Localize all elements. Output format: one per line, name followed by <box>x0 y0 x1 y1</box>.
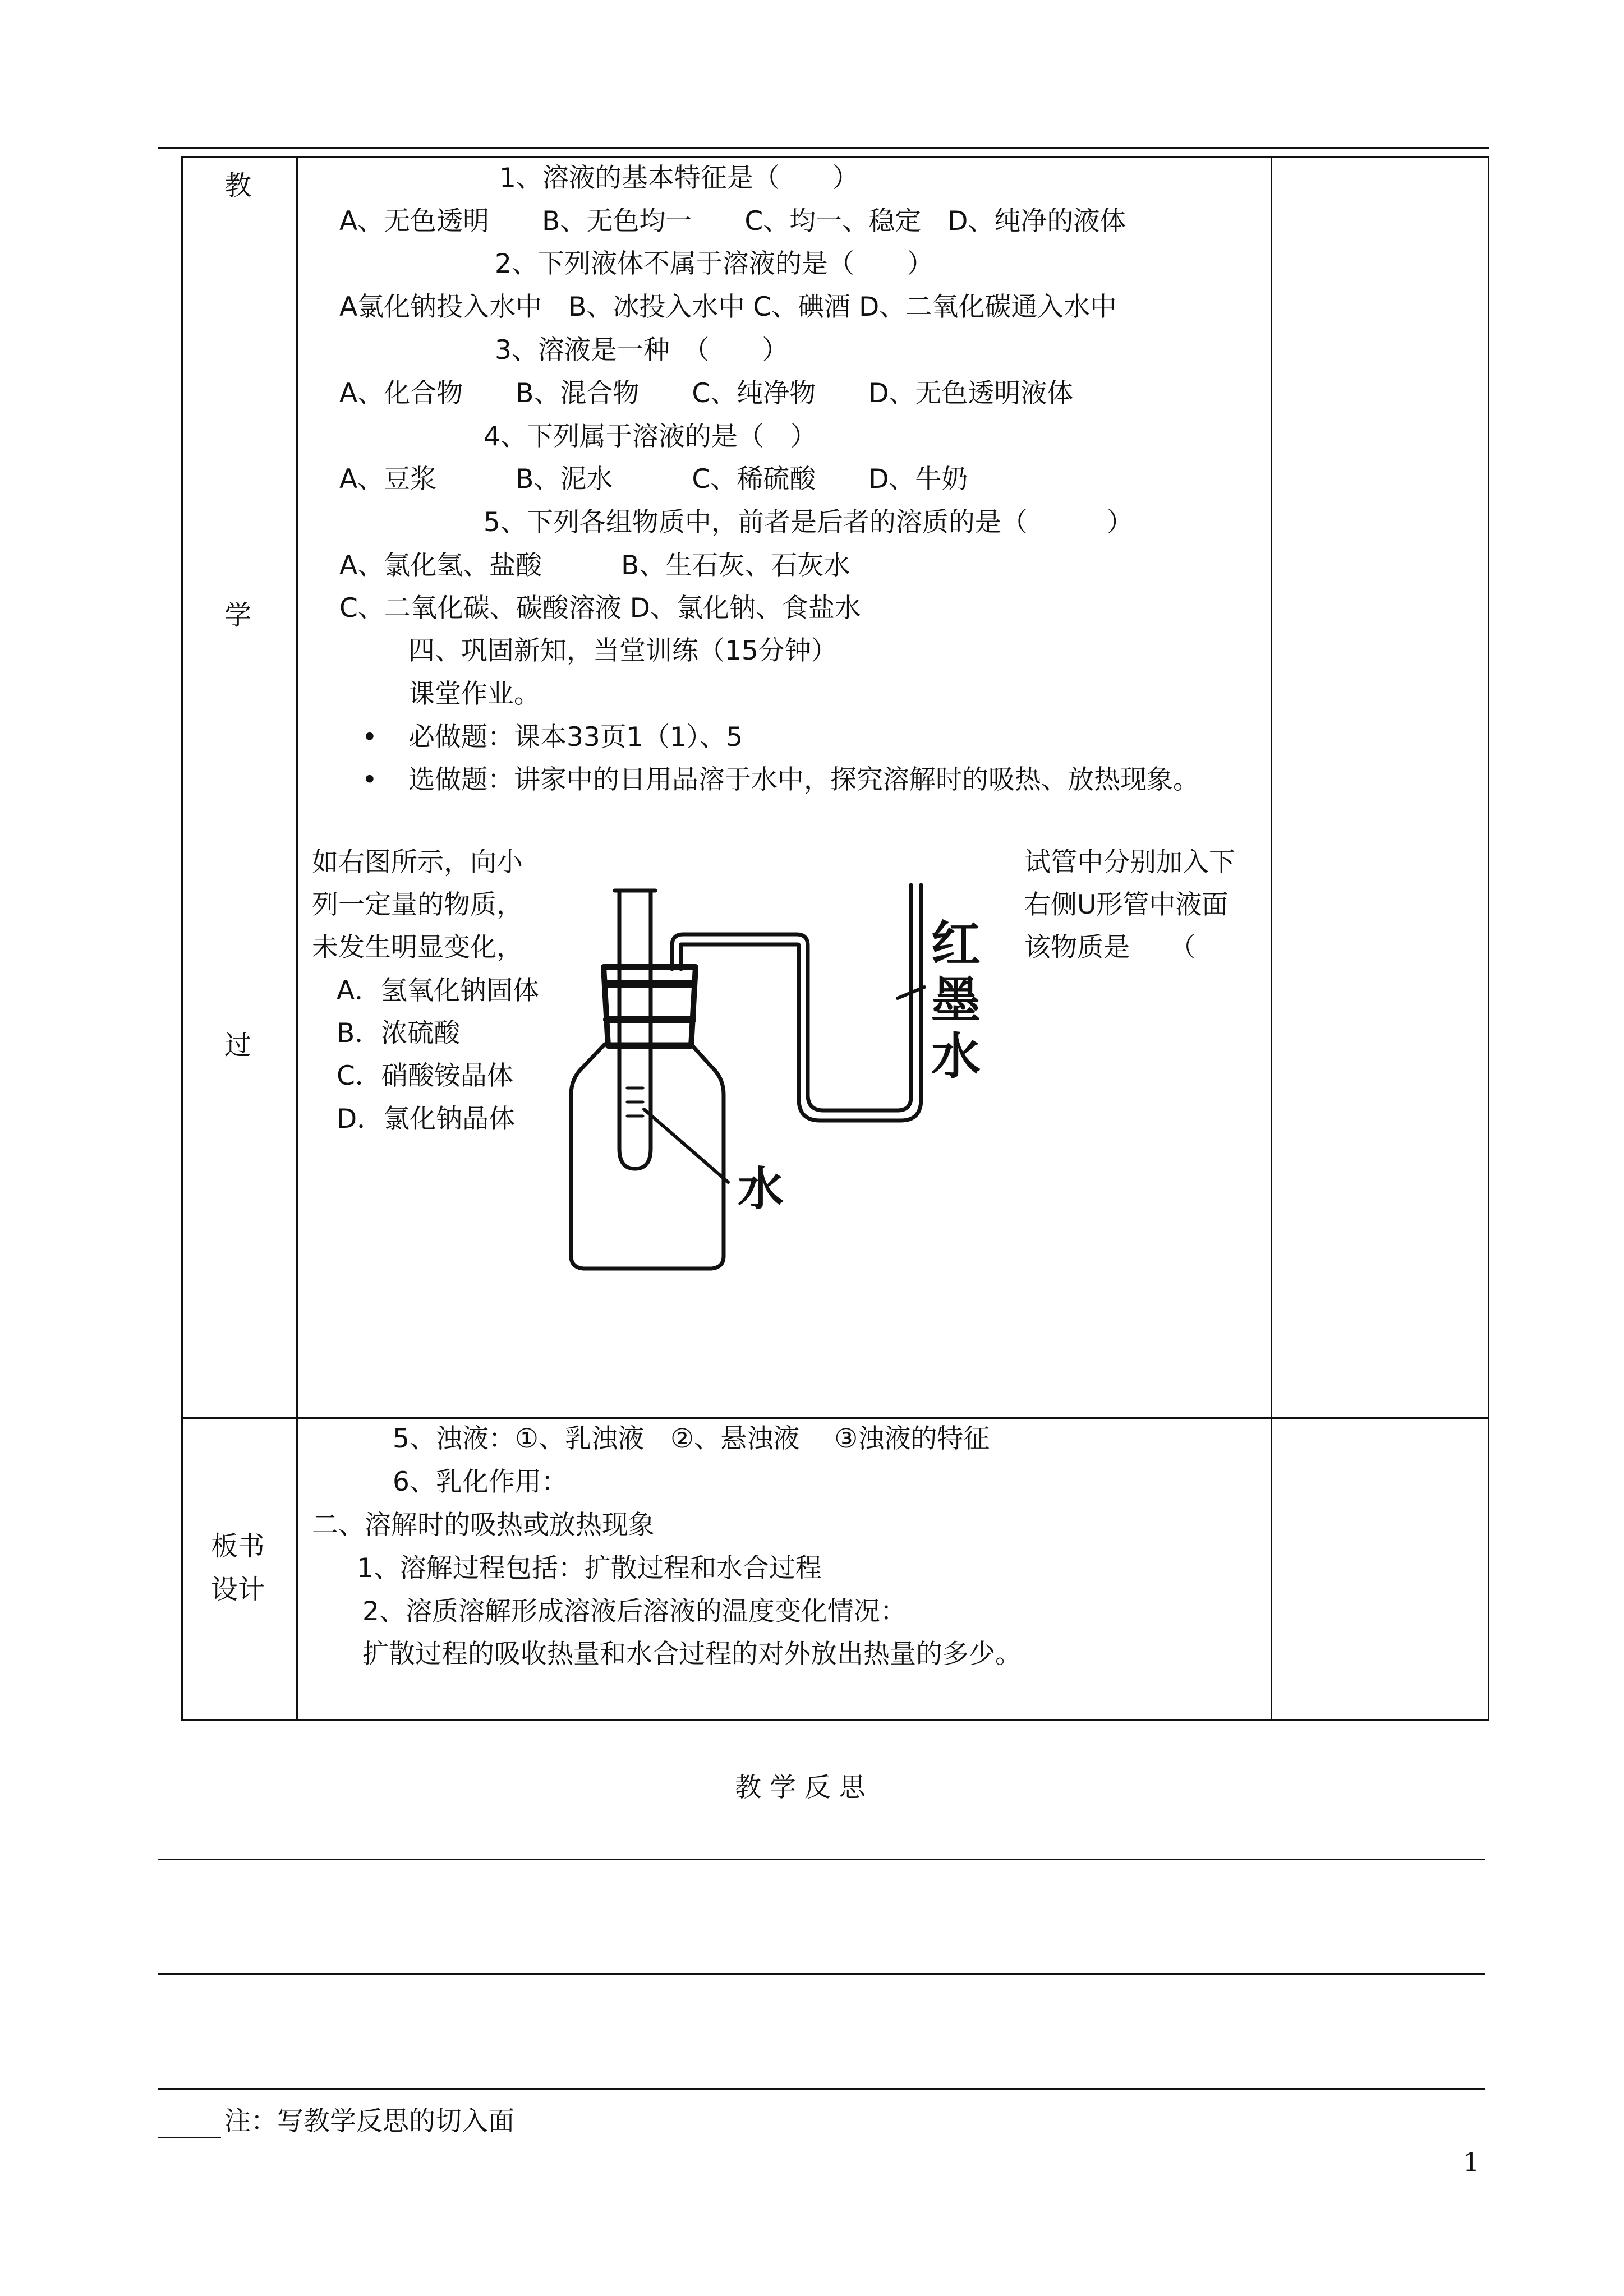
section-four-heading: 四、巩固新知，当堂训练（15分钟） <box>408 635 838 666</box>
required-homework: 必做题：课本33页1（1）、5 <box>408 722 743 753</box>
question-2-options: A氯化钠投入水中 B、冰投入水中 C、碘酒 D、二氧化碳通入水中 <box>339 292 1117 322</box>
question-5-options-ab: A、氯化氢、盐酸 B、生石灰、石灰水 <box>339 550 850 581</box>
question-1: 1、溶液的基本特征是（ ） <box>499 163 859 193</box>
option-c: C．硝酸铵晶体 <box>337 1061 513 1091</box>
question-left-2: 列一定量的物质， <box>312 889 523 920</box>
bullet-1: • <box>362 722 378 753</box>
note-blank <box>158 2137 221 2138</box>
option-d: D．氯化钠晶体 <box>337 1104 516 1135</box>
board-line-4: 1、溶解过程包括：扩散过程和水合过程 <box>357 1553 822 1584</box>
board-line-1: 5、浊液：①、乳浊液 ②、悬浊液 ③浊液的特征 <box>393 1423 990 1454</box>
apparatus-figure <box>561 875 1010 1279</box>
option-a: A．氢氧化钠固体 <box>337 975 540 1006</box>
reflection-line-1 <box>158 1859 1485 1860</box>
reflection-line-2 <box>158 1973 1485 1975</box>
page-number: 1 <box>1463 2147 1480 2177</box>
board-line-2: 6、乳化作用： <box>393 1467 568 1497</box>
red-ink-label-3: 水 <box>931 1027 981 1085</box>
board-design-label-2: 设计 <box>211 1574 265 1605</box>
question-5-options-cd: C、二氧化碳、碳酸溶液 D、氯化钠、食盐水 <box>339 593 861 624</box>
classwork-label: 课堂作业。 <box>408 679 540 709</box>
question-3: 3、溶液是一种 （ ） <box>495 335 789 366</box>
board-design-label-1: 板书 <box>211 1530 265 1562</box>
question-right-2: 右侧U形管中液面 <box>1024 889 1229 920</box>
side-char-xue: 学 <box>224 600 252 631</box>
reflection-title: 教 学 反 思 <box>735 1772 866 1803</box>
question-4: 4、下列属于溶液的是（ ） <box>484 421 817 452</box>
red-ink-label-2: 墨 <box>931 971 981 1029</box>
option-b: B．浓硫酸 <box>337 1018 461 1049</box>
board-line-5: 2、溶质溶解形成溶液后溶液的温度变化情况： <box>362 1596 907 1627</box>
question-right-1: 试管中分别加入下 <box>1024 847 1235 878</box>
question-2: 2、下列液体不属于溶液的是（ ） <box>495 248 933 279</box>
board-line-6: 扩散过程的吸收热量和水合过程的对外放出热量的多少。 <box>362 1639 1022 1670</box>
optional-homework: 选做题：讲家中的日用品溶于水中，探究溶解时的吸热、放热现象。 <box>408 764 1199 795</box>
water-label: 水 <box>738 1163 784 1216</box>
board-line-3: 二、溶解时的吸热或放热现象 <box>312 1510 655 1541</box>
question-5: 5、下列各组物质中，前者是后者的溶质的是（ ） <box>484 507 1133 538</box>
question-left-3: 未发生明显变化， <box>312 932 523 963</box>
question-right-3: 该物质是 （ <box>1024 932 1196 963</box>
red-ink-label-1: 红 <box>931 915 981 973</box>
question-left-1: 如右图所示，向小 <box>312 847 523 878</box>
reflection-line-3 <box>158 2088 1485 2090</box>
side-char-guo: 过 <box>224 1030 252 1061</box>
question-3-options: A、化合物 B、混合物 C、纯净物 D、无色透明液体 <box>339 378 1074 409</box>
question-4-options: A、豆浆 B、泥水 C、稀硫酸 D、牛奶 <box>339 464 968 495</box>
side-char-jiao: 教 <box>224 170 252 201</box>
question-1-options: A、无色透明 B、无色均一 C、均一、稳定 D、纯净的液体 <box>339 206 1126 237</box>
reflection-note: 注：写教学反思的切入面 <box>224 2106 514 2137</box>
bullet-2: • <box>362 764 378 795</box>
top-rule <box>158 147 1489 149</box>
